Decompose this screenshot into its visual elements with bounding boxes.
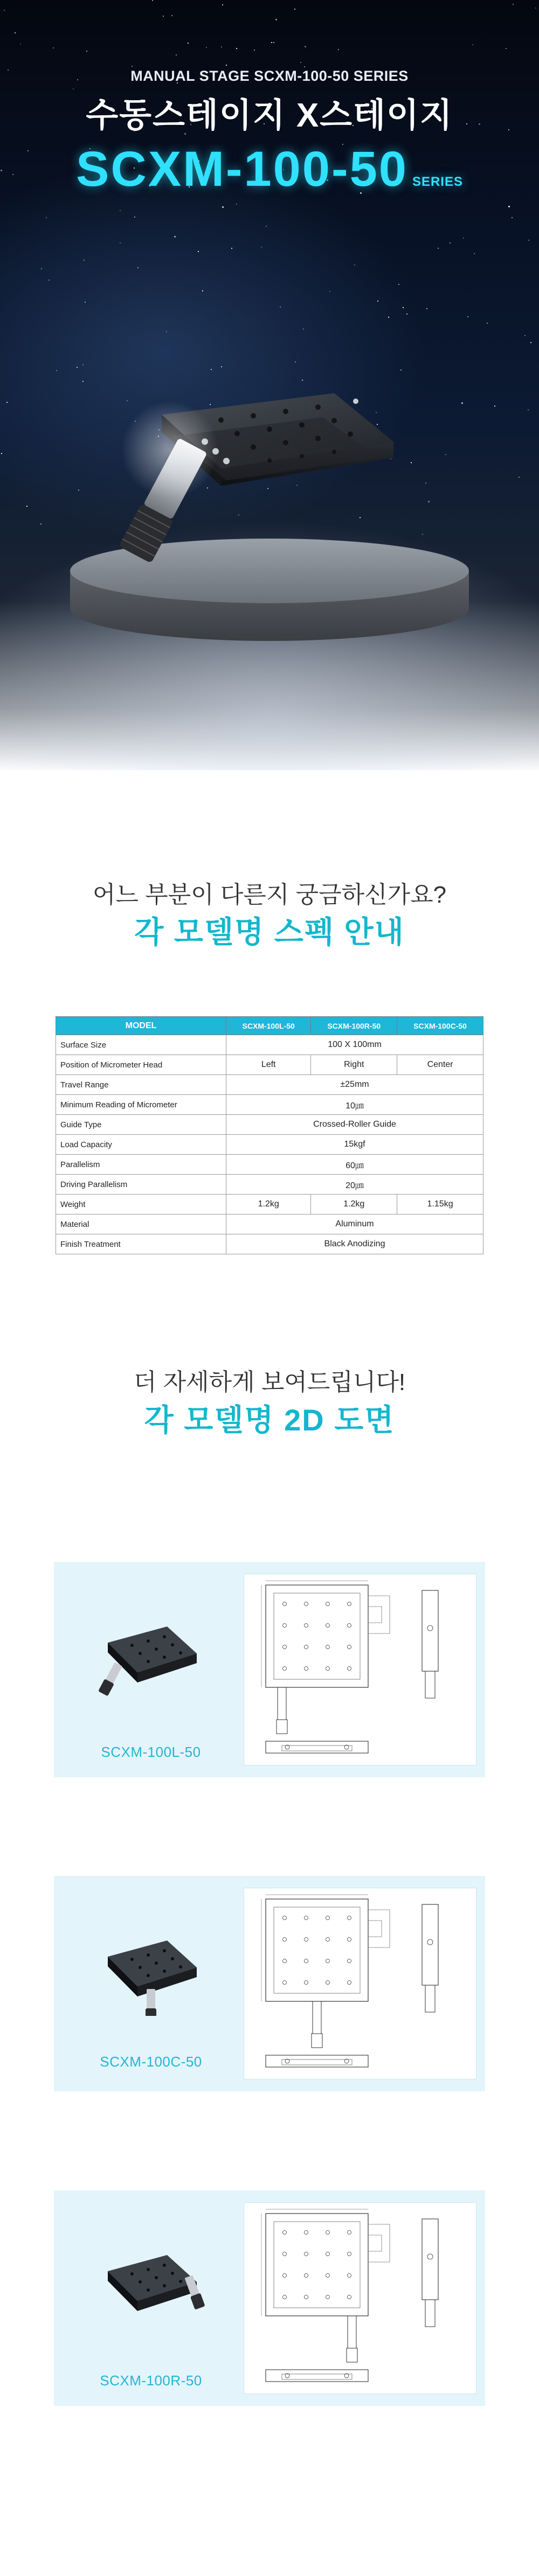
star-dot bbox=[474, 253, 475, 254]
mounting-hole bbox=[139, 1966, 142, 1969]
spec-value: Left bbox=[226, 1055, 311, 1075]
star-dot bbox=[535, 8, 536, 9]
drawing-hole bbox=[348, 1667, 351, 1671]
drawing-inner-outline bbox=[274, 1593, 360, 1679]
spec-label: Material bbox=[56, 1214, 226, 1234]
drawing-hole bbox=[326, 1938, 330, 1942]
drawing-hole bbox=[283, 1667, 287, 1671]
mounting-hole bbox=[163, 1635, 166, 1638]
technical-drawing bbox=[244, 1574, 476, 1765]
drawing-micrometer-thimble bbox=[277, 1720, 287, 1734]
spec-label: Position of Micrometer Head bbox=[56, 1055, 226, 1075]
mounting-hole bbox=[171, 2272, 174, 2275]
spec-value: 15kgf bbox=[226, 1135, 483, 1155]
spec-value: 20㎛ bbox=[226, 1175, 483, 1195]
spec-label: Surface Size bbox=[56, 1035, 226, 1055]
drawing-hole bbox=[326, 1981, 330, 1985]
drawing-hole bbox=[326, 2231, 330, 2235]
star-dot bbox=[120, 210, 121, 211]
star-dot bbox=[305, 46, 306, 47]
drawing-hole bbox=[326, 1959, 330, 1963]
star-dot bbox=[222, 206, 224, 208]
mounting-hole bbox=[147, 1660, 150, 1663]
star-dot bbox=[221, 46, 222, 47]
mounting-hole bbox=[179, 2280, 182, 2283]
drawing-top-view bbox=[266, 2214, 368, 2316]
star-dot bbox=[231, 248, 232, 249]
star-dot bbox=[472, 44, 473, 45]
drawing-question: 더 자세하게 보여드립니다! bbox=[133, 1369, 406, 1395]
drawing-hole bbox=[326, 2274, 330, 2278]
micrometer-head bbox=[98, 1662, 123, 1696]
drawing-hole bbox=[305, 1981, 308, 1985]
spec-value: 1.15kg bbox=[397, 1195, 483, 1214]
mounting-hole bbox=[147, 1639, 150, 1643]
table-row bbox=[56, 1135, 483, 1155]
spec-label: Travel Range bbox=[56, 1075, 226, 1095]
spec-value: Crossed-Roller Guide bbox=[226, 1115, 483, 1135]
star-dot bbox=[275, 19, 277, 20]
table-row bbox=[56, 1214, 483, 1234]
drawing-hole bbox=[305, 1624, 308, 1628]
hero-model-name bbox=[0, 141, 539, 198]
mounting-hole bbox=[171, 1957, 174, 1960]
spec-value: Black Anodizing bbox=[226, 1234, 483, 1254]
spec-value: ±25mm bbox=[226, 1075, 483, 1095]
mounting-hole bbox=[163, 2264, 166, 2267]
spec-question: 어느 부분이 다른지 궁금하신가요? bbox=[92, 882, 447, 908]
star-dot bbox=[513, 4, 514, 5]
drawing-bracket bbox=[368, 1910, 390, 1947]
star-dot bbox=[20, 44, 21, 45]
drawing-hole bbox=[326, 1916, 330, 1920]
star-dot bbox=[86, 51, 87, 52]
drawing-hole bbox=[283, 2295, 287, 2299]
mounting-hole bbox=[155, 1647, 158, 1651]
drawing-side-knob bbox=[427, 2254, 433, 2259]
star-dot bbox=[236, 204, 237, 205]
product-thumbnail bbox=[86, 1897, 216, 2016]
spec-value: 1.2kg bbox=[226, 1195, 311, 1214]
drawing-hole bbox=[283, 1624, 287, 1628]
mounting-hole bbox=[147, 1974, 150, 1977]
spec-header-col: SCXM-100L-50 bbox=[226, 1017, 311, 1035]
spec-label: Finish Treatment bbox=[56, 1234, 226, 1254]
drawing-hole bbox=[283, 1916, 287, 1920]
drawing-hole bbox=[348, 1959, 351, 1963]
star-dot bbox=[174, 236, 176, 238]
mounting-hole bbox=[179, 1965, 182, 1968]
drawing-hole bbox=[348, 1645, 351, 1649]
drawing-hole bbox=[348, 2252, 351, 2256]
spec-value: 60㎛ bbox=[226, 1155, 483, 1175]
drawing-micrometer-thimble bbox=[347, 2348, 357, 2362]
drawing-hole bbox=[348, 2231, 351, 2235]
mounting-hole bbox=[147, 2288, 150, 2292]
star-dot bbox=[273, 42, 274, 43]
drawing-hole bbox=[305, 1959, 308, 1963]
drawing-hole bbox=[283, 2231, 287, 2235]
drawing-hole bbox=[348, 1938, 351, 1942]
spec-table bbox=[56, 1016, 483, 1254]
drawing-hole bbox=[305, 2231, 308, 2235]
spec-value: 10㎛ bbox=[226, 1095, 483, 1115]
drawing-hole bbox=[283, 1959, 287, 1963]
mounting-hole bbox=[171, 1643, 174, 1646]
drawing-hole bbox=[348, 2274, 351, 2278]
drawing-bracket bbox=[368, 1596, 390, 1633]
table-row bbox=[56, 1195, 483, 1214]
spec-header-col: SCXM-100C-50 bbox=[397, 1017, 483, 1035]
star-dot bbox=[176, 54, 177, 55]
spec-value: 1.2kg bbox=[311, 1195, 397, 1214]
mounting-hole bbox=[130, 1958, 134, 1961]
star-dot bbox=[261, 247, 262, 248]
spec-table-container bbox=[56, 1016, 483, 1254]
drawing-hole bbox=[283, 1981, 287, 1985]
mounting-hole bbox=[163, 1656, 166, 1659]
star-dot bbox=[4, 10, 5, 11]
star-dot bbox=[506, 48, 507, 49]
star-dot bbox=[171, 15, 172, 16]
hero-model-suffix: SERIES bbox=[412, 174, 463, 189]
drawing-front-rail bbox=[282, 2060, 352, 2065]
drawing-hole bbox=[305, 2252, 308, 2256]
drawing-hole bbox=[283, 2252, 287, 2256]
mounting-hole bbox=[163, 1970, 166, 1973]
drawing-hole bbox=[305, 2274, 308, 2278]
table-row bbox=[56, 1234, 483, 1254]
table-row bbox=[56, 1155, 483, 1175]
star-dot bbox=[41, 268, 42, 269]
drawing-hole bbox=[283, 1645, 287, 1649]
spec-label: Parallelism bbox=[56, 1155, 226, 1175]
drawing-heading: 각 모델명 2D 도면 bbox=[144, 1403, 395, 1437]
star-dot bbox=[528, 240, 529, 241]
drawing-side-knob bbox=[427, 1625, 433, 1631]
star-dot bbox=[137, 267, 139, 268]
drawing-hole bbox=[348, 2295, 351, 2299]
drawing-inner-outline bbox=[274, 2222, 360, 2308]
product-thumbnail bbox=[86, 1583, 216, 1702]
drawing-hole bbox=[305, 1667, 308, 1671]
panel-model-name: SCXM-100R-50 bbox=[100, 2372, 202, 2389]
star-dot bbox=[236, 48, 237, 49]
spec-label: Guide Type bbox=[56, 1115, 226, 1135]
star-dot bbox=[15, 32, 16, 33]
drawing-hole bbox=[305, 1938, 308, 1942]
star-dot bbox=[84, 260, 85, 261]
drawing-side-knob bbox=[427, 1939, 433, 1945]
drawing-hole bbox=[326, 1602, 330, 1606]
drawing-side-micrometer bbox=[425, 2300, 435, 2327]
drawing-inner-outline bbox=[274, 1907, 360, 1993]
star-dot bbox=[338, 49, 339, 50]
spec-label: Load Capacity bbox=[56, 1135, 226, 1155]
star-dot bbox=[266, 226, 267, 227]
star-dot bbox=[304, 66, 305, 67]
star-dot bbox=[254, 50, 255, 51]
mounting-hole bbox=[163, 1949, 166, 1952]
drawing-hole bbox=[326, 1645, 330, 1649]
drawing-hole bbox=[348, 1602, 351, 1606]
drawing-hole bbox=[348, 1981, 351, 1985]
mounting-hole bbox=[130, 2272, 134, 2275]
star-dot bbox=[438, 248, 439, 249]
mounting-hole bbox=[139, 2280, 142, 2284]
hero-subtitle: MANUAL STAGE SCXM-100-50 SERIES bbox=[130, 68, 409, 84]
hero-title: 수동스테이지 X스테이지 bbox=[86, 97, 453, 134]
hero-product-image bbox=[0, 280, 539, 689]
drawing-micrometer bbox=[313, 2001, 321, 2034]
drawing-front-view bbox=[266, 1741, 368, 1753]
star-dot bbox=[226, 65, 227, 66]
panel-model-name: SCXM-100C-50 bbox=[100, 2054, 202, 2070]
drawing-hole bbox=[305, 2295, 308, 2299]
mounting-hole bbox=[147, 1953, 150, 1957]
star-dot bbox=[53, 47, 54, 48]
mounting-hole bbox=[155, 1961, 158, 1965]
spec-heading: 각 모델명 스펙 안내 bbox=[134, 915, 405, 949]
star-dot bbox=[134, 217, 135, 218]
table-row bbox=[56, 1095, 483, 1115]
drawing-front-rail bbox=[282, 2374, 352, 2379]
star-dot bbox=[188, 43, 189, 44]
drawing-hole bbox=[305, 1916, 308, 1920]
spec-label: Driving Parallelism bbox=[56, 1175, 226, 1195]
hero-banner bbox=[0, 0, 539, 770]
spec-label: Weight bbox=[56, 1195, 226, 1214]
drawing-panel-100r bbox=[54, 2190, 485, 2406]
drawing-hole bbox=[348, 1916, 351, 1920]
mounting-hole bbox=[147, 2268, 150, 2271]
spec-value: Aluminum bbox=[226, 1214, 483, 1234]
mounting-hole bbox=[155, 2276, 158, 2279]
hero-model-text: SCXM-100-50 bbox=[76, 142, 408, 197]
drawing-hole bbox=[305, 1645, 308, 1649]
mounting-hole bbox=[163, 2284, 166, 2287]
drawing-micrometer bbox=[348, 2316, 356, 2348]
drawing-hole bbox=[283, 1602, 287, 1606]
spec-value: Center bbox=[397, 1055, 483, 1075]
drawing-front-rail bbox=[282, 1746, 352, 1751]
star-dot bbox=[120, 242, 121, 243]
star-dot bbox=[132, 66, 133, 67]
star-dot bbox=[206, 47, 207, 48]
star-dot bbox=[450, 242, 451, 243]
star-dot bbox=[512, 217, 513, 218]
table-row bbox=[56, 1055, 483, 1075]
table-row bbox=[56, 1075, 483, 1095]
mounting-hole bbox=[139, 1652, 142, 1655]
star-dot bbox=[354, 264, 355, 266]
technical-drawing bbox=[244, 2202, 476, 2394]
drawing-side-micrometer bbox=[425, 1985, 435, 2012]
spec-table-header-row bbox=[56, 1017, 483, 1035]
table-row bbox=[56, 1115, 483, 1135]
star-dot bbox=[300, 62, 301, 63]
spec-value: Right bbox=[311, 1055, 397, 1075]
table-row bbox=[56, 1035, 483, 1055]
star-dot bbox=[152, 0, 153, 1]
drawing-panel-100l bbox=[54, 1562, 485, 1777]
spec-header-col: SCXM-100R-50 bbox=[311, 1017, 397, 1035]
star-dot bbox=[294, 9, 295, 10]
star-dot bbox=[271, 42, 272, 43]
drawing-micrometer bbox=[278, 1687, 286, 1720]
drawing-hole bbox=[283, 2274, 287, 2278]
star-dot bbox=[463, 238, 464, 239]
technical-drawing bbox=[244, 1888, 476, 2079]
micrometer-head bbox=[146, 1989, 156, 2016]
drawing-hole bbox=[283, 1938, 287, 1942]
spec-value: 100 X 100mm bbox=[226, 1035, 483, 1055]
star-dot bbox=[46, 217, 47, 218]
drawing-hole bbox=[326, 2252, 330, 2256]
drawing-hole bbox=[305, 1602, 308, 1606]
drawing-hole bbox=[326, 1624, 330, 1628]
star-dot bbox=[198, 251, 199, 252]
drawing-front-view bbox=[266, 2055, 368, 2067]
drawing-hole bbox=[326, 1667, 330, 1671]
mounting-hole bbox=[130, 1644, 134, 1647]
drawing-micrometer-thimble bbox=[312, 2034, 322, 2048]
drawing-front-view bbox=[266, 2370, 368, 2382]
product-thumbnail bbox=[86, 2212, 216, 2330]
drawing-top-view bbox=[266, 1585, 368, 1687]
drawing-top-view bbox=[266, 1899, 368, 2001]
table-row bbox=[56, 1175, 483, 1195]
spec-header-model: MODEL bbox=[56, 1017, 226, 1035]
mounting-hole bbox=[179, 1651, 182, 1654]
star-dot bbox=[222, 4, 223, 5]
spec-label: Minimum Reading of Micrometer bbox=[56, 1095, 226, 1115]
star-dot bbox=[508, 206, 510, 207]
drawing-hole bbox=[326, 2295, 330, 2299]
star-dot bbox=[163, 16, 164, 17]
drawing-side-micrometer bbox=[425, 1671, 435, 1698]
panel-model-name: SCXM-100L-50 bbox=[101, 1744, 201, 1760]
drawing-hole bbox=[348, 1624, 351, 1628]
drawing-bracket bbox=[368, 2224, 390, 2262]
drawing-panel-100c bbox=[54, 1876, 485, 2091]
